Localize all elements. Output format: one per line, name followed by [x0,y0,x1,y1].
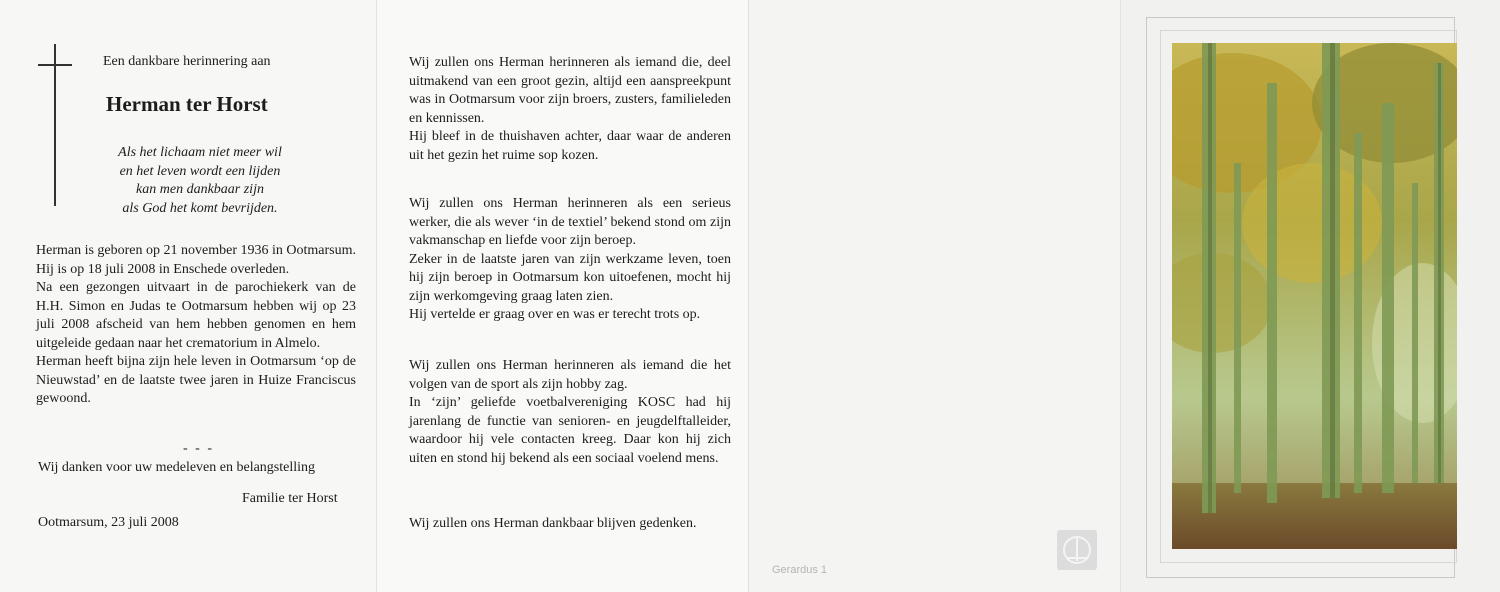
closing-line: Wij zullen ons Herman dankbaar blijven gedenken. [409,516,697,531]
memory-sentence: Hij vertelde er graag over en was er terecht trots op. [409,307,701,322]
deceased-name: Herman ter Horst [106,92,268,116]
memory-paragraph [409,357,731,468]
biography [36,242,356,409]
memory-sentence: Wij zullen ons Herman herinneren als een serieus werker, die als wever ‘in de textiel’ bekend stond om zijn vakmanschap en liefde voor zijn beroep. [409,196,731,248]
forest-photo [1172,43,1457,549]
separator: - - - [183,441,214,456]
cross-icon [54,44,56,206]
memory-paragraph [409,195,731,325]
memory-sentence: Hij bleef in de thuishaven achter, daar waar de anderen uit het gezin het ruime sop kozen. [409,129,731,163]
back-panel [748,0,1120,592]
memory-sentence: Wij zullen ons Herman herinneren als iemand die, deel uitmakend van een groot gezin, altijd een aanspreekpunt was in Ootmarsum voor zijn broers, zusters, familieleden en kennissen. [409,55,731,126]
memory-sentence: Zeker in de laatste jaren van zijn werkzame leven, toen hij zijn beroep in Ootmarsum kon uitoefenen, mocht hij zijn werkomgeving graag laten zien. [409,251,731,304]
place-date: Ootmarsum, 23 juli 2008 [38,515,179,530]
fold-line [376,0,377,592]
thanks-text: Wij danken voor uw medeleven en belangstelling [38,460,316,475]
fold-line [1120,0,1121,592]
bio-sentence: Na een gezongen uitvaart in de parochiekerk van de H.H. Simon en Judas te Ootmarsum hebben wij op 23 juli 2008 afscheid van hem hebben genomen en hem uitgeleide gedaan naar het crematorium in Almelo. [36,280,356,351]
cross-icon-bar [38,64,72,66]
poem-line: als God het komt bevrijden. [122,200,278,216]
family-signature: Familie ter Horst [242,491,338,506]
poem-line: kan men dankbaar zijn [136,182,264,197]
fold-line [748,0,749,592]
poem-line: Als het lichaam niet meer wil [118,145,282,160]
printer-logo-icon [1057,530,1097,570]
memory-sentence: Wij zullen ons Herman herinneren als iemand die het volgen van de sport als zijn hobby zag. [409,358,731,392]
intro-text: Een dankbare herinnering aan [103,54,271,69]
bio-sentence: Herman is geboren op 21 november 1936 in Ootmarsum. [36,243,356,258]
poem [100,144,300,218]
bio-sentence: Hij is op 18 juli 2008 in Enschede overleden. [36,261,290,277]
memory-paragraph [409,54,731,165]
bio-sentence: Herman heeft bijna zijn hele leven in Ootmarsum ‘op de Nieuwstad’ en de laatste twee jaren in Huize Franciscus gewoond. [36,354,356,406]
memory-sentence: In ‘zijn’ geliefde voetbalvereniging KOSC had hij jarenlang de functie van senioren- en jeugdelftalleider, waardoor hij vele contacten kreeg. Daar kon hij zich uiten en stond hij bekend als een sociaal voelend mens. [409,395,731,466]
poem-line: en het leven wordt een lijden [119,163,281,179]
printer-mark: Gerardus 1 [772,564,828,576]
